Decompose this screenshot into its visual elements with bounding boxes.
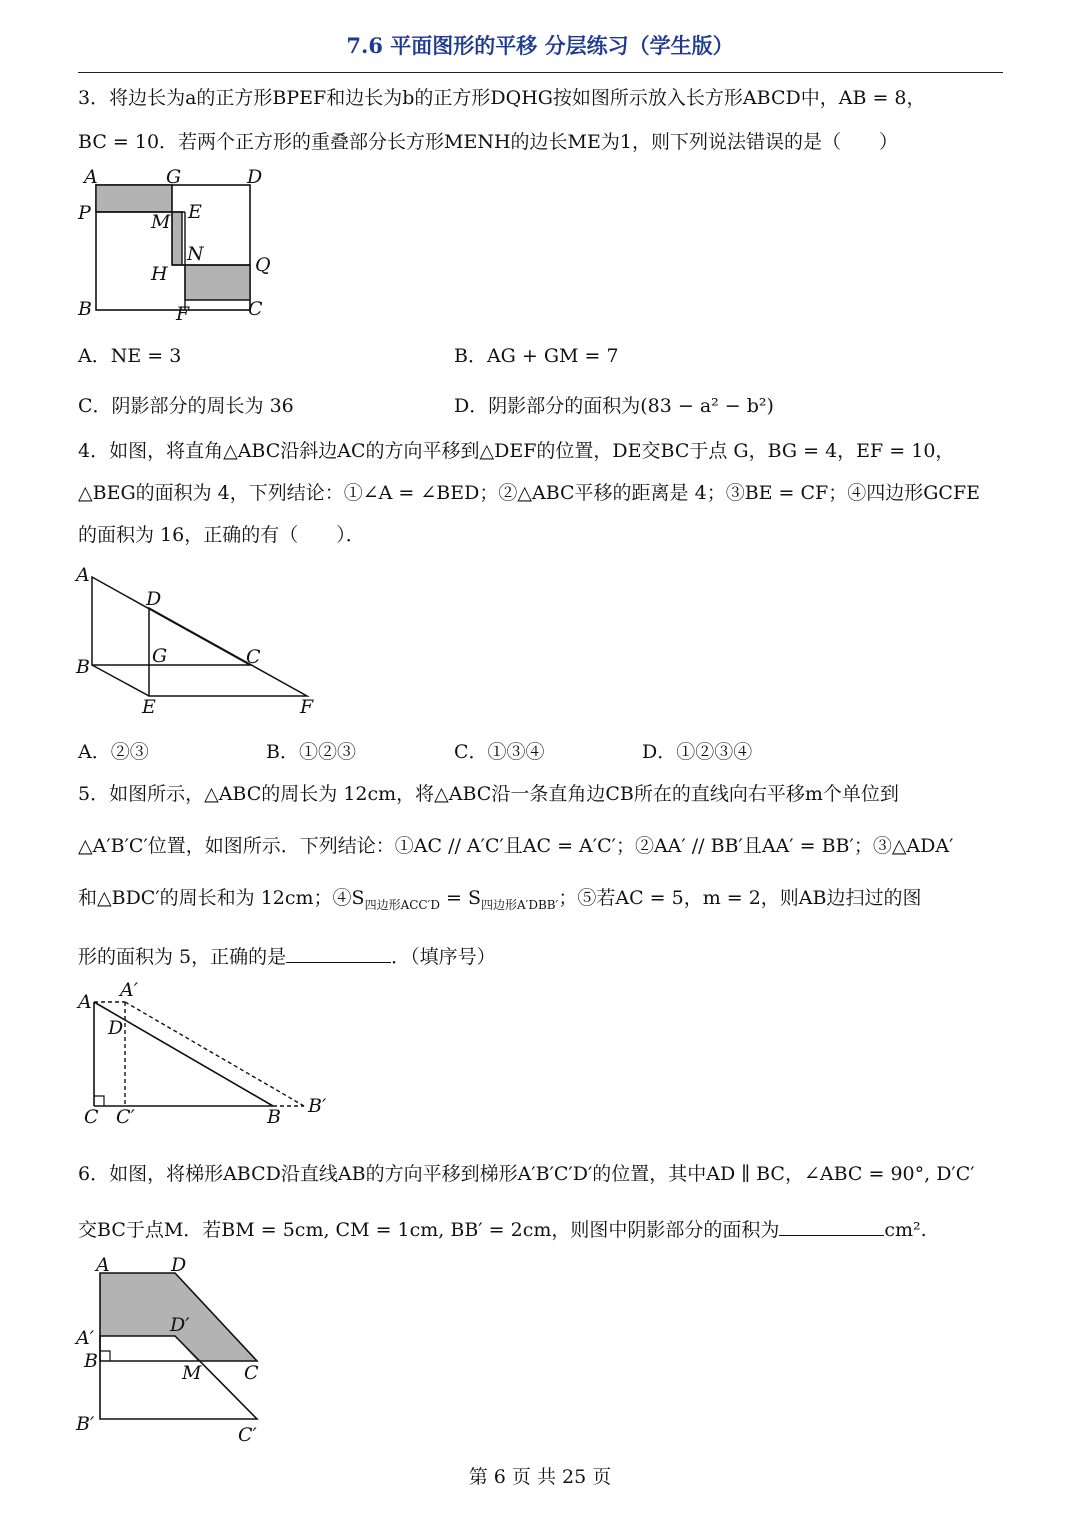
q3-label-A: A (84, 166, 98, 188)
q6-answer-blank[interactable] (779, 1215, 884, 1236)
q5-line-4 (78, 931, 1008, 983)
q6-line-2 (78, 1202, 1008, 1258)
q5-label-A: A (78, 991, 92, 1013)
q6-text (78, 1146, 1008, 1258)
q3-label-P: P (78, 202, 91, 224)
q3-shaded-region (96, 185, 250, 300)
q5-text (78, 768, 1008, 983)
q6-label-C-prime: C′ (238, 1424, 257, 1446)
q3-line-2: BC = 10．若两个正方形的重叠部分长方形MENH的边长ME为1，则下列说法错误的是（ ） (78, 131, 898, 153)
header-rule (78, 72, 1003, 73)
q4-label-F: F (300, 696, 314, 718)
q6-label-M: M (182, 1362, 202, 1384)
q6-label-D: D (171, 1254, 187, 1276)
q5-subscript-1: 四边形ACC′D (364, 897, 440, 912)
q5-line-4b: ．（填序号） (391, 945, 496, 968)
page-footer: 第 6 页 共 25 页 (468, 1466, 612, 1488)
q4-option-c: C．①③④ (454, 741, 545, 763)
q4-option-b: B．①②③ (266, 741, 356, 763)
q5-figure (70, 980, 340, 1130)
q3-label-D: D (247, 166, 263, 188)
q5-answer-blank[interactable] (286, 942, 391, 963)
q6-line-2b: cm². (884, 1219, 927, 1241)
q3-option-d: D．阴影部分的面积为(83 − a² − b²) (454, 395, 774, 417)
q4-segment-be (92, 665, 149, 696)
q3-label-Q: Q (255, 254, 271, 276)
q4-label-C: C (246, 646, 261, 668)
q5-subscript-2: 四边形A′DBB′ (480, 897, 559, 912)
q5-label-B-prime: B′ (308, 1095, 327, 1117)
q3-option-b: B．AG + GM = 7 (454, 345, 619, 367)
q6-label-A-prime: A′ (76, 1327, 95, 1349)
q4-label-B: B (76, 656, 90, 678)
q4-label-D: D (146, 588, 162, 610)
q6-figure (70, 1255, 300, 1445)
q5-right-angle-mark (94, 1096, 104, 1106)
q5-line-1: 5．如图所示，△ABC的周长为 12cm，将△ABC沿一条直角边CB所在的直线向右平移m个单位到 (78, 783, 899, 805)
q4-label-E: E (142, 696, 156, 718)
q4-label-A: A (76, 564, 90, 586)
q3-label-E: E (188, 201, 202, 223)
q3-figure (70, 165, 310, 325)
q4-line-1: 4．如图，将直角△ABC沿斜边AC的方向平移到△DEF的位置，DE交BC于点 G，BG = 4，EF = 10， (78, 440, 955, 462)
q5-label-C-prime: C′ (116, 1106, 135, 1128)
q3-label-G: G (166, 166, 182, 188)
q5-line-3a: 和△BDC′的周长和为 12cm；④S (78, 887, 365, 909)
q3-option-c: C．阴影部分的周长为 36 (78, 395, 294, 417)
q4-figure (70, 565, 330, 720)
q6-line-2a: 交BC于点M．若BM = 5cm, CM = 1cm, BB′ = 2cm，则图中阴影部分的面积为 (78, 1219, 780, 1241)
q6-label-A: A (96, 1254, 110, 1276)
q4-line-2: △BEG的面积为 4，下列结论：①∠A = ∠BED；②△ABC平移的距离是 4；③BE = CF；④四边形GCFE (78, 482, 981, 504)
q3-label-M: M (151, 211, 171, 233)
q3-line-1: 3．将边长为a的正方形BPEF和边长为b的正方形DQHG按如图所示放入长方形ABCD中，AB = 8， (78, 87, 926, 109)
q4-option-d: D．①②③④ (642, 741, 753, 763)
q5-label-D: D (108, 1017, 124, 1039)
q4-text (78, 430, 1008, 556)
q6-label-B-prime: B′ (76, 1413, 95, 1435)
q6-label-D-prime: D′ (170, 1314, 190, 1336)
q5-segment-a2b2 (125, 1002, 304, 1106)
q5-label-B: B (267, 1106, 281, 1128)
q5-line-3c: ；⑤若AC = 5，m = 2，则AB边扫过的图 (558, 887, 922, 909)
q6-line-1: 6．如图，将梯形ABCD沿直线AB的方向平移到梯形A′B′C′D′的位置，其中AD ∥ BC，∠ABC = 90°, D′C′ (78, 1163, 975, 1185)
page-header-title: 7.6 平面图形的平移 分层练习（学生版） (346, 33, 734, 58)
q5-label-A-prime: A′ (120, 979, 139, 1001)
q5-line-3b: = S (439, 887, 481, 909)
q4-label-G: G (152, 645, 168, 667)
q5-line-3 (78, 872, 1008, 931)
q3-text (78, 76, 1008, 164)
q6-label-B: B (84, 1350, 98, 1372)
q3-label-B: B (78, 298, 92, 320)
q3-option-a: A．NE = 3 (78, 345, 182, 367)
q3-label-N: N (187, 243, 204, 265)
q3-label-F: F (176, 303, 190, 325)
q3-label-C: C (248, 298, 263, 320)
q5-label-C: C (84, 1106, 99, 1128)
q3-label-H: H (151, 263, 168, 285)
q5-line-2: △A′B′C′位置，如图所示．下列结论：①AC // A′C′且AC = A′C′；②AA′ // BB′且AA′ = BB′；③△ADA′ (78, 835, 954, 857)
q5-line-4a: 形的面积为 5，正确的是 (78, 945, 287, 968)
q6-label-C: C (244, 1362, 259, 1384)
q4-option-a: A．②③ (78, 741, 149, 763)
q4-triangle-def (149, 608, 307, 696)
q4-line-3: 的面积为 16，正确的有（ ）． (78, 524, 365, 546)
